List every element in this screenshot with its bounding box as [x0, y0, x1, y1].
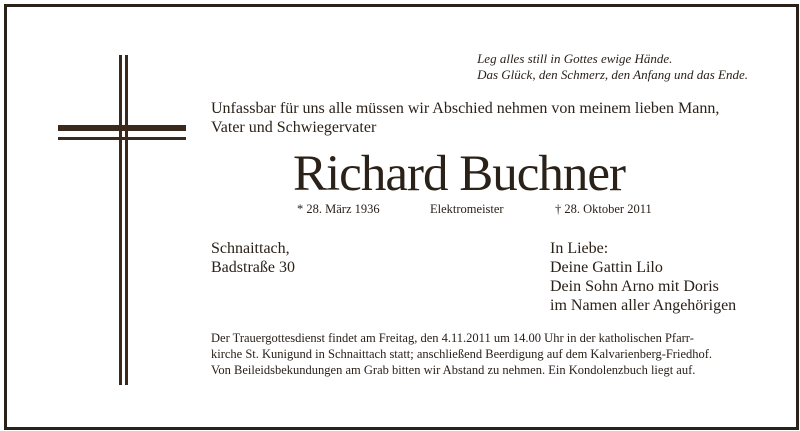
cross-vertical-bar	[119, 55, 122, 385]
birth-date: * 28. März 1936	[297, 202, 380, 216]
family-line: im Namen aller Angehörigen	[550, 297, 737, 314]
poem-line: Das Glück, den Schmerz, den Anfang und das Ende.	[477, 67, 748, 82]
family-line: Deine Gattin Lilo	[550, 259, 663, 276]
profession: Elektromeister	[430, 202, 504, 216]
cross-horizontal-bar	[58, 125, 186, 131]
deceased-name: Richard Buchner	[293, 146, 625, 202]
address-line: Badstraße 30	[211, 259, 295, 276]
address-block	[211, 239, 295, 277]
death-date: † 28. Oktober 2011	[555, 202, 652, 216]
intro-text	[211, 99, 719, 137]
poem-verse	[477, 51, 748, 83]
intro-line: Unfassbar für uns alle müssen wir Abschied nehmen von meinem lieben Mann,	[211, 100, 720, 117]
intro-line: Vater und Schwiegervater	[211, 119, 377, 136]
cross-horizontal-bar	[58, 137, 186, 140]
service-notice	[211, 330, 743, 378]
address-line: Schnaittach,	[211, 240, 290, 257]
family-line: In Liebe:	[550, 240, 609, 257]
poem-line: Leg alles still in Gottes ewige Hände.	[477, 51, 673, 66]
service-line: Der Trauergottesdienst findet am Freitag, den 4.11.2011 um 14.00 Uhr in der katholischen Pfarr-	[211, 331, 694, 345]
family-line: Dein Sohn Arno mit Doris	[550, 278, 719, 295]
cross-icon	[58, 55, 186, 385]
service-line: kirche St. Kunigund in Schnaittach statt; anschließend Beerdigung auf dem Kalvarienberg-Friedhof.	[211, 347, 713, 361]
family-block	[550, 239, 736, 315]
cross-vertical-bar	[125, 55, 128, 385]
service-line: Von Beileidsbekundungen am Grab bitten wir Abstand zu nehmen. Ein Kondolenzbuch liegt auf.	[211, 363, 696, 377]
